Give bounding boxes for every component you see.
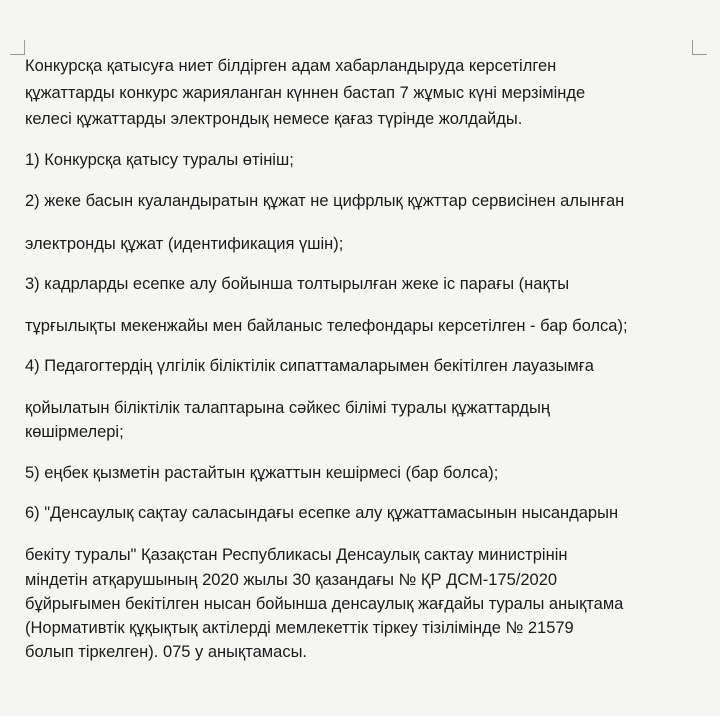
page-corner-mark-top-right	[692, 40, 707, 55]
list-item-6-line-3: міндетін атқарушының 2020 жылы 30 қазандағы № ҚР ДСМ-175/2020	[25, 571, 558, 589]
intro-line-1: Конкурсқа қатысуға ниет білдірген адам хабарландыруда керсетілген	[25, 57, 557, 75]
list-item-1: 1) Конкурсқа қатысу туралы өтініш;	[25, 151, 294, 169]
list-item-6-line-2: бекіту туралы" Қазақстан Республикасы Денсаулық сактау министрінін	[25, 546, 568, 564]
list-item-6-line-4: бұйрығымен бекітілген нысан бойынша денсаулық жағдайы туралы анықтама	[25, 595, 624, 613]
list-item-4-line-1: 4) Педагогтердің үлгілік біліктілік сипаттамаларымен бекітілген лауазымға	[25, 357, 594, 375]
list-item-4-line-3: көшірмелері;	[25, 423, 124, 441]
list-item-4-line-2: қойылатын біліктілік талаптарына сәйкес білімі туралы құжаттардың	[25, 399, 551, 417]
list-item-6-line-6: болып тіркелген). 075 у анықтамасы.	[25, 643, 308, 661]
page-corner-mark-top-left	[10, 40, 25, 55]
list-item-5: 5) еңбек қызметін растайтын құжаттын кешірмесі (бар болса);	[25, 464, 499, 482]
list-item-3-line-2: тұрғылықты мекенжайы мен байланыс телефондары керсетілген - бар болса);	[25, 317, 628, 335]
intro-line-3: келесі құжаттарды электрондық немесе қағаз түрінде жолдайды.	[25, 110, 523, 128]
list-item-6-line-1: 6) "Денсаулық сақтау саласындағы есепке алу құжаттамасынын нысандарын	[25, 504, 619, 522]
list-item-2-line-2: электронды құжат (идентификация үшін);	[25, 235, 344, 253]
intro-line-2: құжаттарды конкурс жарияланган күннен бастап 7 жұмыс күні мерзімінде	[25, 84, 586, 102]
list-item-6-line-5: (Нормативтік құқықтық актілерді мемлекеттік тіркеу тізілімінде № 21579	[25, 619, 574, 637]
list-item-2-line-1: 2) жеке басын куаландыратын құжат не цифрлық құжттар сервисінен алынған	[25, 192, 625, 210]
list-item-3-line-1: 3) кадрларды есепке алу бойынша толтырылған жеке іс парағы (нақты	[25, 275, 570, 293]
